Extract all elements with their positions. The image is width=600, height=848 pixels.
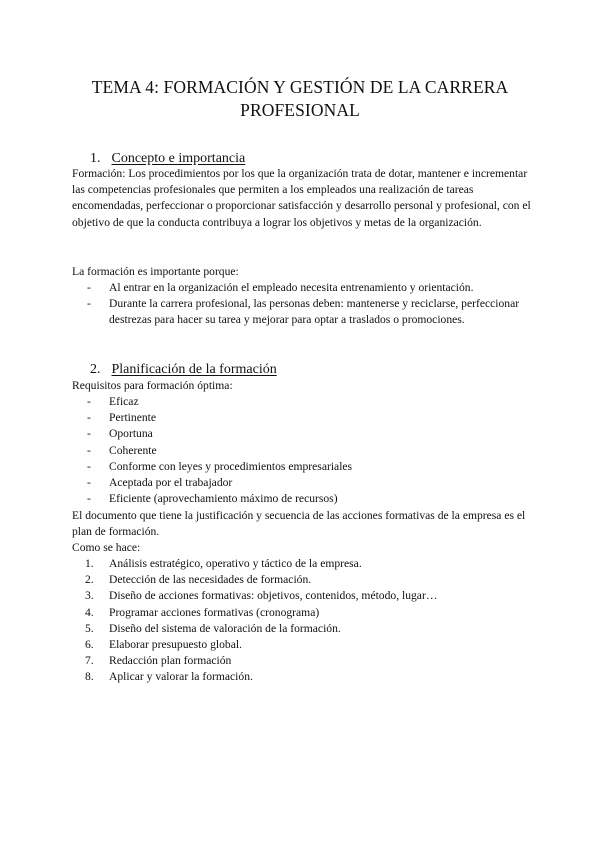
list-item <box>72 491 532 507</box>
list-item-text: Diseño del sistema de valoración de la formación. <box>109 621 341 635</box>
list-item <box>72 410 532 426</box>
bullet-marker: - <box>87 459 91 473</box>
bullet-marker: - <box>87 492 91 506</box>
list-item-text: Elaborar presupuesto global. <box>109 638 242 652</box>
bullet-marker: - <box>87 443 91 457</box>
list-item <box>72 653 532 669</box>
list-item <box>72 426 532 442</box>
step-number: 4. <box>85 605 94 619</box>
list-item <box>72 637 532 653</box>
list-item <box>72 669 532 685</box>
list-item-text: Aceptada por el trabajador <box>109 476 233 490</box>
section-2-number: 2. <box>90 362 101 377</box>
bullet-marker: - <box>87 281 91 294</box>
importance-intro: La formación es importante porque: <box>72 265 239 278</box>
list-item <box>72 475 532 491</box>
page-title <box>40 76 560 122</box>
step-number: 8. <box>85 670 94 684</box>
step-number: 5. <box>85 621 94 635</box>
bullet-marker: - <box>87 411 91 425</box>
list-item <box>72 280 532 296</box>
plan-definition: El documento que tiene la justificación y secuencia de las acciones formativas de la empresa es el plan de formación. <box>72 509 526 539</box>
list-item-text: Eficaz <box>109 395 139 408</box>
list-item-text: Oportuna <box>109 427 153 441</box>
list-item <box>72 459 532 475</box>
bullet-marker: - <box>87 427 91 441</box>
list-item-text: Programar acciones formativas (cronograma) <box>109 605 320 619</box>
list-item <box>72 556 532 572</box>
page-title-line-1: TEMA 4: FORMACIÓN Y GESTIÓN DE LA CARRERA <box>91 77 509 97</box>
list-item <box>72 394 532 410</box>
list-item-text: Durante la carrera profesional, las personas deben: mantenerse y reciclarse, perfeccionar destrezas para hacer su tarea y mejorar para optar a traslados o promociones. <box>109 297 520 327</box>
bullet-marker: - <box>87 476 91 490</box>
section-2-heading <box>90 361 277 379</box>
how-intro: Como se hace: <box>72 541 141 554</box>
list-item-text: Pertinente <box>109 411 157 425</box>
step-number: 1. <box>85 557 94 570</box>
requisites-list <box>72 394 532 507</box>
bullet-marker: - <box>87 395 91 408</box>
steps-list <box>72 556 532 686</box>
list-item <box>72 605 532 621</box>
step-number: 7. <box>85 654 94 668</box>
list-item <box>72 621 532 637</box>
list-item-text: Eficiente (aprovechamiento máximo de recursos) <box>109 492 338 506</box>
formacion-definition: Formación: Los procedimientos por los que la organización trata de dotar, mantener e incrementar las competencias profesionales que permiten a los empleados una realización de tareas encomendadas, perfeccionar o proporcionar satisfacción y desarrollo personal y profesional, con el objetivo de que la conducta contribuya a lograr los objetivos y metas de la organización. <box>72 167 531 229</box>
list-item-text: Detección de las necesidades de formación. <box>109 573 312 587</box>
list-item-text: Diseño de acciones formativas: objetivos, contenidos, método, lugar… <box>109 589 438 603</box>
section-1-number: 1. <box>90 151 101 166</box>
list-item-text: Conforme con leyes y procedimientos empresariales <box>109 459 353 473</box>
list-item-text: Aplicar y valorar la formación. <box>109 670 253 684</box>
list-item <box>72 588 532 604</box>
bullet-marker: - <box>87 297 91 311</box>
list-item-text: Al entrar en la organización el empleado necesita entrenamiento y orientación. <box>109 281 474 294</box>
list-item <box>72 296 532 328</box>
page-title-line-2: PROFESIONAL <box>240 100 360 120</box>
section-2-title: Planificación de la formación <box>111 362 277 377</box>
step-number: 3. <box>85 589 94 603</box>
section-1-title: Concepto e importancia <box>111 151 246 166</box>
list-item <box>72 443 532 459</box>
list-item-text: Redacción plan formación <box>109 654 232 668</box>
step-number: 6. <box>85 638 94 652</box>
list-item-text: Análisis estratégico, operativo y táctico de la empresa. <box>109 557 362 570</box>
importance-list <box>72 280 532 329</box>
requisites-intro: Requisitos para formación óptima: <box>72 379 233 392</box>
list-item <box>72 572 532 588</box>
list-item-text: Coherente <box>109 443 157 457</box>
step-number: 2. <box>85 573 94 587</box>
